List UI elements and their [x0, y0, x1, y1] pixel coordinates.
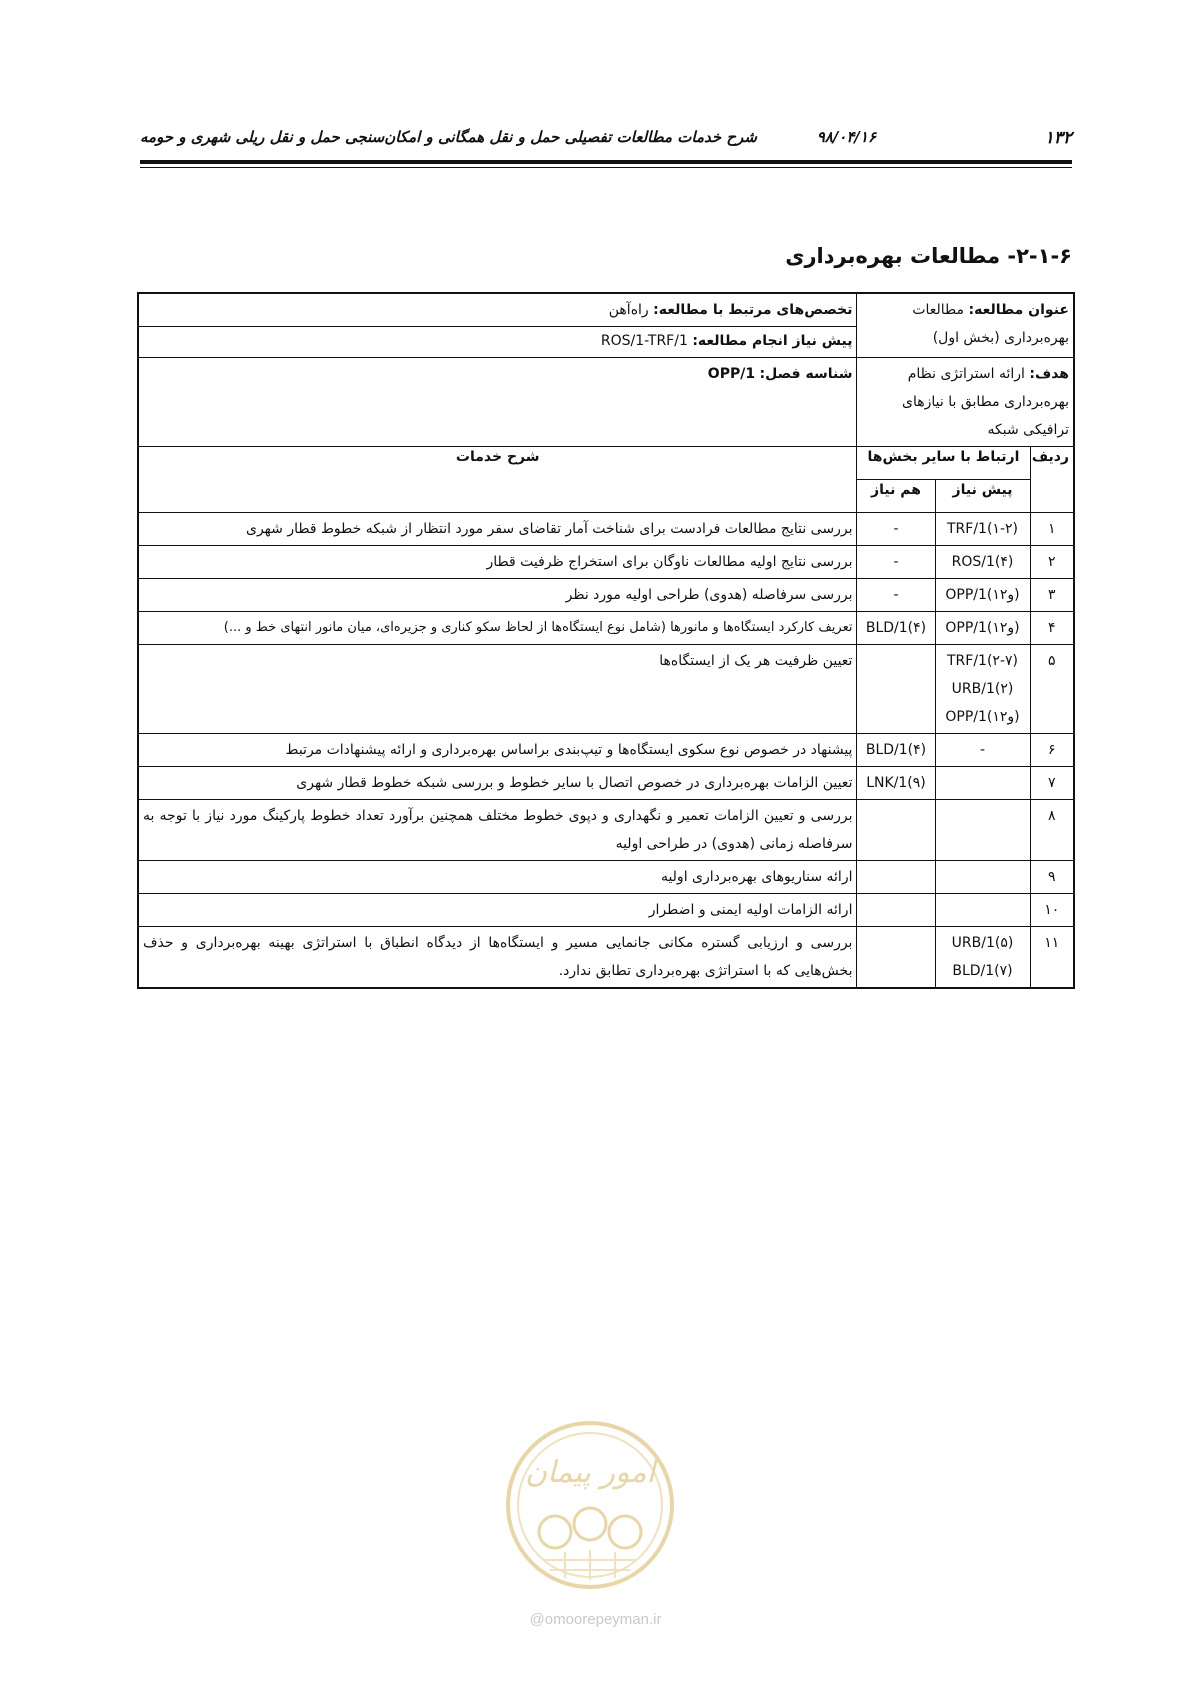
row-number: ۹	[1030, 861, 1074, 894]
specialties-cell	[138, 293, 857, 358]
table-row	[138, 513, 1074, 546]
table-row	[138, 800, 1074, 861]
chapter-id-value: OPP/1	[707, 366, 756, 382]
prereq-value: ROS/1-TRF/1	[600, 333, 688, 349]
row-coreq	[857, 927, 935, 989]
row-number: ۷	[1030, 767, 1074, 800]
seal-logo-icon	[505, 1420, 675, 1590]
row-number: ۸	[1030, 800, 1074, 861]
row-coreq: -	[857, 513, 935, 546]
row-number: ۵	[1030, 645, 1074, 734]
row-coreq	[857, 894, 935, 927]
row-description: بررسی و ارزیابی گستره مکانی جانمایی مسیر و ایستگاه‌ها از دیدگاه انطباق با استراتژی بهینه بهره‌برداری و حذف بخش‌هایی که با استراتژی بهره‌برداری تطابق ندارد.	[138, 927, 857, 989]
row-prereq	[935, 579, 1030, 612]
table-row	[138, 894, 1074, 927]
table-row	[138, 546, 1074, 579]
goal-cell	[857, 358, 1074, 447]
table-row	[138, 861, 1074, 894]
row-prereq	[935, 513, 1030, 546]
row-description: پیشنهاد در خصوص نوع سکوی ایستگاه‌ها و تیپ‌بندی براساس بهره‌برداری و ارائه پیشنهادات مرتبط	[138, 734, 857, 767]
coreq-code: BLD/1(۴)	[865, 620, 927, 636]
row-number: ۱	[1030, 513, 1074, 546]
prereq-code: BLD/1(۷)	[952, 963, 1013, 979]
coreq-code: LNK/1(۹)	[866, 775, 926, 791]
row-number: ۶	[1030, 734, 1074, 767]
table-header-row	[138, 447, 1074, 480]
coreq-code: BLD/1(۴)	[865, 742, 927, 758]
row-prereq	[935, 927, 1030, 989]
col-header-prereq: پیش نیاز	[935, 480, 1030, 513]
col-header-row: ردیف	[1030, 447, 1074, 513]
prereq-label: پیش نیاز انجام مطالعه:	[692, 333, 853, 349]
study-title-cell	[857, 293, 1074, 358]
row-prereq	[935, 767, 1030, 800]
row-prereq	[935, 861, 1030, 894]
info-row-title	[138, 293, 1074, 358]
row-description: بررسی نتایج اولیه مطالعات ناوگان برای استخراج ظرفیت قطار	[138, 546, 857, 579]
row-coreq	[857, 734, 935, 767]
row-coreq	[857, 767, 935, 800]
row-number: ۲	[1030, 546, 1074, 579]
row-coreq: -	[857, 579, 935, 612]
chapter-id-cell	[138, 358, 857, 447]
row-coreq	[857, 861, 935, 894]
watermark-url: @omoorepeyman.ir	[529, 1611, 662, 1628]
prereq-code: TRF/1(۲-۷)	[947, 653, 1018, 669]
info-row-goal	[138, 358, 1074, 447]
row-prereq	[935, 612, 1030, 645]
prereq-code: TRF/1(۱-۲)	[947, 521, 1018, 537]
section-title: ۲-۱-۶- مطالعات بهره‌برداری	[785, 244, 1072, 268]
row-number: ۱۱	[1030, 927, 1074, 989]
inner-divider	[139, 326, 856, 327]
table-row	[138, 579, 1074, 612]
row-description: بررسی و تعیین الزامات تعمیر و نگهداری و دپوی خطوط مختلف همچنین برآورد تعداد خطوط پارکینگ مورد نیاز با توجه به سرفاصله زمانی (هدوی) در طراحی اولیه	[138, 800, 857, 861]
goal-value: ارائه استراتژی نظام بهره‌برداری مطابق با نیازهای ترافیکی شبکه	[902, 366, 1069, 438]
row-coreq	[857, 612, 935, 645]
col-header-services: شرح خدمات	[138, 447, 857, 513]
prereq-code: ROS/1(۴)	[951, 554, 1014, 570]
table-row	[138, 927, 1074, 989]
header-rule-thin	[140, 167, 1072, 168]
row-description: بررسی سرفاصله (هدوی) طراحی اولیه مورد نظر	[138, 579, 857, 612]
col-header-relation: ارتباط با سایر بخش‌ها	[857, 447, 1030, 480]
table-row	[138, 767, 1074, 800]
prereq-code: URB/1(۵)	[951, 935, 1014, 951]
prereq-code: URB/1(۲)	[951, 681, 1014, 697]
header-title: شرح خدمات مطالعات تفصیلی حمل و نقل همگانی و امکان‌سنجی حمل و نقل ریلی شهری و حومه	[140, 128, 757, 146]
row-number: ۳	[1030, 579, 1074, 612]
prereq-code: OPP/1(۱و۲)	[945, 620, 1020, 636]
study-title-value: مطالعات بهره‌برداری (بخش اول)	[912, 302, 1069, 346]
services-table	[137, 292, 1075, 989]
row-description: ارائه الزامات اولیه ایمنی و اضطرار	[138, 894, 857, 927]
prereq-code: OPP/1(۱و۲)	[945, 587, 1020, 603]
row-description: بررسی نتایج مطالعات فرادست برای شناخت آمار تقاضای سفر مورد انتظار از شبکه خطوط قطار شهری	[138, 513, 857, 546]
seal-text: امور پیمان	[525, 1455, 655, 1490]
study-title-label: عنوان مطالعه:	[968, 302, 1069, 318]
table-row	[138, 645, 1074, 734]
row-prereq	[935, 800, 1030, 861]
row-prereq	[935, 546, 1030, 579]
row-prereq: -	[935, 734, 1030, 767]
prereq-code: OPP/1(۱و۲)	[945, 709, 1020, 725]
header-date: ۹۸/۰۴/۱۶	[816, 128, 876, 146]
row-coreq: -	[857, 546, 935, 579]
goal-label: هدف:	[1029, 366, 1069, 382]
page-header	[140, 128, 1072, 150]
row-prereq	[935, 645, 1030, 734]
page-number: ۱۳۲	[1044, 128, 1072, 148]
row-description: ارائه سناریوهای بهره‌برداری اولیه	[138, 861, 857, 894]
row-coreq	[857, 800, 935, 861]
row-description: تعیین ظرفیت هر یک از ایستگاه‌ها	[138, 645, 857, 734]
watermark-seal	[505, 1420, 675, 1590]
row-description: تعریف کارکرد ایستگاه‌ها و مانورها (شامل نوع ایستگاه‌ها از لحاظ سکو کناری و جزیره‌ای، میان مانور انتهای خط و ...)	[138, 612, 857, 645]
chapter-id-label: شناسه فصل:	[759, 366, 853, 382]
table-row	[138, 612, 1074, 645]
row-description: تعیین الزامات بهره‌برداری در خصوص اتصال با سایر خطوط و بررسی شبکه خطوط قطار شهری	[138, 767, 857, 800]
specialties-value: راه‌آهن	[608, 302, 649, 318]
col-header-coreq: هم نیاز	[857, 480, 935, 513]
row-coreq	[857, 645, 935, 734]
row-number: ۴	[1030, 612, 1074, 645]
specialties-label: تخصص‌های مرتبط با مطالعه:	[653, 302, 853, 318]
header-rule-thick	[140, 160, 1072, 164]
table-row	[138, 734, 1074, 767]
row-prereq	[935, 894, 1030, 927]
row-number: ۱۰	[1030, 894, 1074, 927]
